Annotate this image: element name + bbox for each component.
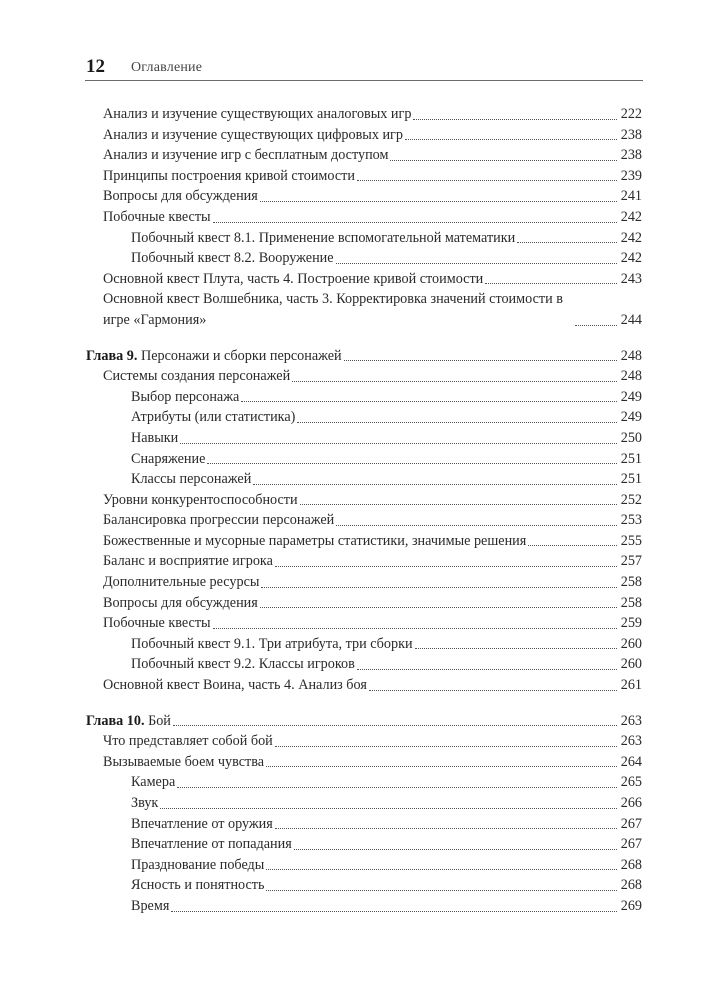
entry-title: Вопросы для обсуждения (103, 594, 258, 611)
entry-page: 242 (620, 208, 642, 225)
entry-title: Празднование победы (131, 856, 265, 873)
toc-entry[interactable] (86, 814, 642, 835)
toc-entry[interactable] (86, 896, 642, 917)
dot-leader (390, 160, 617, 161)
entry-page: 264 (620, 753, 642, 770)
toc-entry[interactable] (86, 248, 642, 269)
entry-title (86, 711, 171, 732)
toc-entry[interactable] (86, 793, 642, 814)
toc-chapter-heading[interactable] (86, 711, 642, 732)
entry-title: Побочные квесты (103, 615, 211, 632)
entry-title: Вызываемые боем чувства (103, 753, 265, 770)
entry-page: 248 (620, 347, 642, 364)
entry-page: 251 (620, 471, 642, 488)
toc-entry[interactable] (86, 551, 642, 572)
entry-title: Анализ и изучение существующих аналоговых игр (103, 106, 412, 122)
toc-chapter-heading[interactable] (86, 346, 642, 367)
entry-page: 241 (620, 188, 642, 205)
page-header (85, 56, 643, 81)
dot-leader (266, 890, 617, 891)
toc-entry[interactable] (86, 731, 642, 752)
dot-leader (275, 566, 617, 567)
toc-entry[interactable] (86, 510, 642, 531)
toc-entry[interactable] (86, 634, 642, 655)
dot-leader (213, 222, 617, 223)
entry-title: Балансировка прогрессии персонажей (103, 512, 335, 529)
entry-title: Системы создания персонажей (103, 368, 291, 385)
entry-page: 268 (620, 877, 642, 894)
dot-leader (357, 180, 617, 181)
entry-title: Вопросы для обсуждения (103, 188, 258, 205)
entry-title: Побочные квесты (103, 208, 211, 225)
toc-entry[interactable] (86, 387, 642, 408)
chapter-label: Глава 9. (86, 347, 138, 364)
dot-leader (575, 325, 617, 326)
page-number: 12 (86, 56, 105, 77)
dot-leader (266, 869, 617, 870)
dot-leader (275, 828, 617, 829)
entry-page: 239 (620, 167, 642, 184)
dot-leader (177, 787, 617, 788)
entry-page: 251 (620, 450, 642, 467)
entry-title: Ясность и понятность (131, 877, 265, 894)
entry-title: Побочный квест 8.1. Применение вспомогательной математики (131, 229, 516, 246)
toc-entry[interactable] (86, 675, 642, 696)
toc-entry[interactable] (86, 834, 642, 855)
entry-title: Побочный квест 9.1. Три атрибута, три сборки (131, 635, 413, 652)
dot-leader (413, 119, 617, 120)
chapter-label: Глава 10. (86, 712, 145, 729)
entry-page: 238 (620, 126, 642, 143)
dot-leader (292, 381, 617, 382)
entry-page: 259 (620, 615, 642, 632)
entry-page: 261 (620, 677, 642, 694)
entry-page: 252 (620, 491, 642, 508)
toc-entry[interactable] (86, 752, 642, 773)
entry-page: 253 (620, 512, 642, 529)
entry-page: 242 (620, 250, 642, 267)
entry-title: Камера (131, 774, 176, 791)
entry-title: Выбор персонажа (131, 388, 240, 405)
entry-page: 248 (620, 368, 642, 385)
entry-page: 249 (620, 409, 642, 426)
dot-leader (357, 669, 617, 670)
toc-entry[interactable] (86, 469, 642, 490)
entry-title: Основной квест Плута, часть 4. Построение кривой стоимости (103, 270, 484, 287)
dot-leader (261, 587, 617, 588)
dot-leader (160, 808, 617, 809)
entry-page: 258 (620, 594, 642, 611)
entry-title: Уровни конкурентоспособности (103, 491, 298, 508)
entry-title: Божественные и мусорные параметры статистики, значимые решения (103, 532, 527, 549)
entry-page: 243 (620, 270, 642, 287)
dot-leader (260, 607, 617, 608)
dot-leader (297, 422, 617, 423)
dot-leader (336, 525, 617, 526)
entry-title (86, 346, 342, 367)
dot-leader (241, 401, 617, 402)
dot-leader (260, 201, 617, 202)
dot-leader (253, 484, 617, 485)
toc-entry[interactable] (86, 104, 642, 125)
entry-page: 238 (620, 147, 642, 164)
dot-leader (266, 766, 617, 767)
dot-leader (207, 463, 617, 464)
toc-entry[interactable] (86, 166, 642, 187)
entry-page: 263 (620, 733, 642, 750)
toc-entry[interactable] (86, 490, 642, 511)
entry-page: 222 (620, 106, 642, 122)
entry-title: Классы персонажей (131, 471, 252, 488)
entry-page: 267 (620, 836, 642, 853)
entry-page: 265 (620, 774, 642, 791)
toc-entry[interactable] (86, 228, 642, 249)
entry-title: Навыки (131, 429, 179, 446)
dot-leader (300, 504, 617, 505)
toc-entry[interactable] (86, 407, 642, 428)
entry-page: 266 (620, 795, 642, 811)
entry-title: Атрибуты (или статистика) (131, 409, 296, 426)
toc-entry[interactable] (86, 428, 642, 449)
entry-page: 257 (620, 553, 642, 570)
dot-leader (405, 139, 617, 140)
entry-page: 267 (620, 815, 642, 832)
entry-title: Время (131, 897, 170, 914)
entry-title: Анализ и изучение игр с бесплатным доступом (103, 147, 389, 164)
entry-page: 244 (620, 311, 642, 328)
table-of-contents (86, 104, 642, 917)
entry-title: Дополнительные ресурсы (103, 574, 260, 591)
chapter-title: Персонажи и сборки персонажей (140, 347, 342, 364)
toc-entry[interactable] (86, 145, 642, 166)
entry-title: Звук (131, 795, 159, 811)
entry-page: 249 (620, 388, 642, 405)
dot-leader (415, 648, 617, 649)
toc-entry[interactable] (86, 654, 642, 675)
entry-title: Анализ и изучение существующих цифровых игр (103, 126, 403, 143)
entry-page: 260 (620, 635, 642, 652)
entry-title: Побочный квест 8.2. Вооружение (131, 250, 334, 267)
dot-leader (171, 911, 617, 912)
entry-page: 258 (620, 574, 642, 591)
entry-page: 269 (620, 897, 642, 914)
toc-entry[interactable] (86, 366, 642, 387)
toc-entry[interactable] (86, 125, 642, 146)
entry-page: 242 (620, 229, 642, 246)
entry-title: Впечатление от оружия (131, 815, 273, 832)
dot-leader (180, 443, 617, 444)
entry-title: Побочный квест 9.2. Классы игроков (131, 656, 355, 673)
toc-entry[interactable] (86, 572, 642, 593)
toc-entry[interactable] (86, 269, 642, 290)
dot-leader (485, 283, 617, 284)
entry-page: 268 (620, 856, 642, 873)
toc-entry[interactable] (86, 207, 642, 228)
entry-title: Основной квест Воина, часть 4. Анализ боя (103, 677, 367, 694)
toc-entry[interactable] (86, 449, 642, 470)
toc-entry[interactable] (86, 531, 642, 552)
dot-leader (294, 849, 617, 850)
entry-title: Основной квест Волшебника, часть 3. Корректировка значений стоимости в игре «Гармония» (103, 291, 563, 328)
dot-leader (369, 690, 617, 691)
entry-title: Снаряжение (131, 450, 206, 467)
dot-leader (173, 725, 617, 726)
toc-section-chapter-8-continued (86, 104, 642, 331)
toc-section-chapter-9 (86, 346, 642, 696)
toc-entry[interactable] (86, 613, 642, 634)
running-title: Оглавление (131, 60, 203, 75)
entry-page: 263 (620, 712, 642, 729)
toc-entry[interactable] (86, 875, 642, 896)
toc-entry[interactable] (86, 772, 642, 793)
dot-leader (344, 360, 617, 361)
dot-leader (528, 545, 617, 546)
dot-leader (275, 746, 617, 747)
dot-leader (213, 628, 617, 629)
toc-entry[interactable] (86, 855, 642, 876)
entry-title: Впечатление от попадания (131, 836, 292, 853)
dot-leader (336, 263, 617, 264)
toc-entry[interactable] (86, 593, 642, 614)
entry-title: Принципы построения кривой стоимости (103, 167, 355, 184)
chapter-title: Бой (148, 712, 171, 729)
toc-entry[interactable] (86, 289, 642, 330)
entry-page: 260 (620, 656, 642, 673)
entry-page: 250 (620, 429, 642, 446)
dot-leader (517, 242, 617, 243)
entry-title: Баланс и восприятие игрока (103, 553, 273, 570)
entry-page: 255 (620, 532, 642, 549)
toc-entry[interactable] (86, 186, 642, 207)
entry-title: Что представляет собой бой (103, 733, 273, 750)
toc-section-chapter-10 (86, 711, 642, 917)
